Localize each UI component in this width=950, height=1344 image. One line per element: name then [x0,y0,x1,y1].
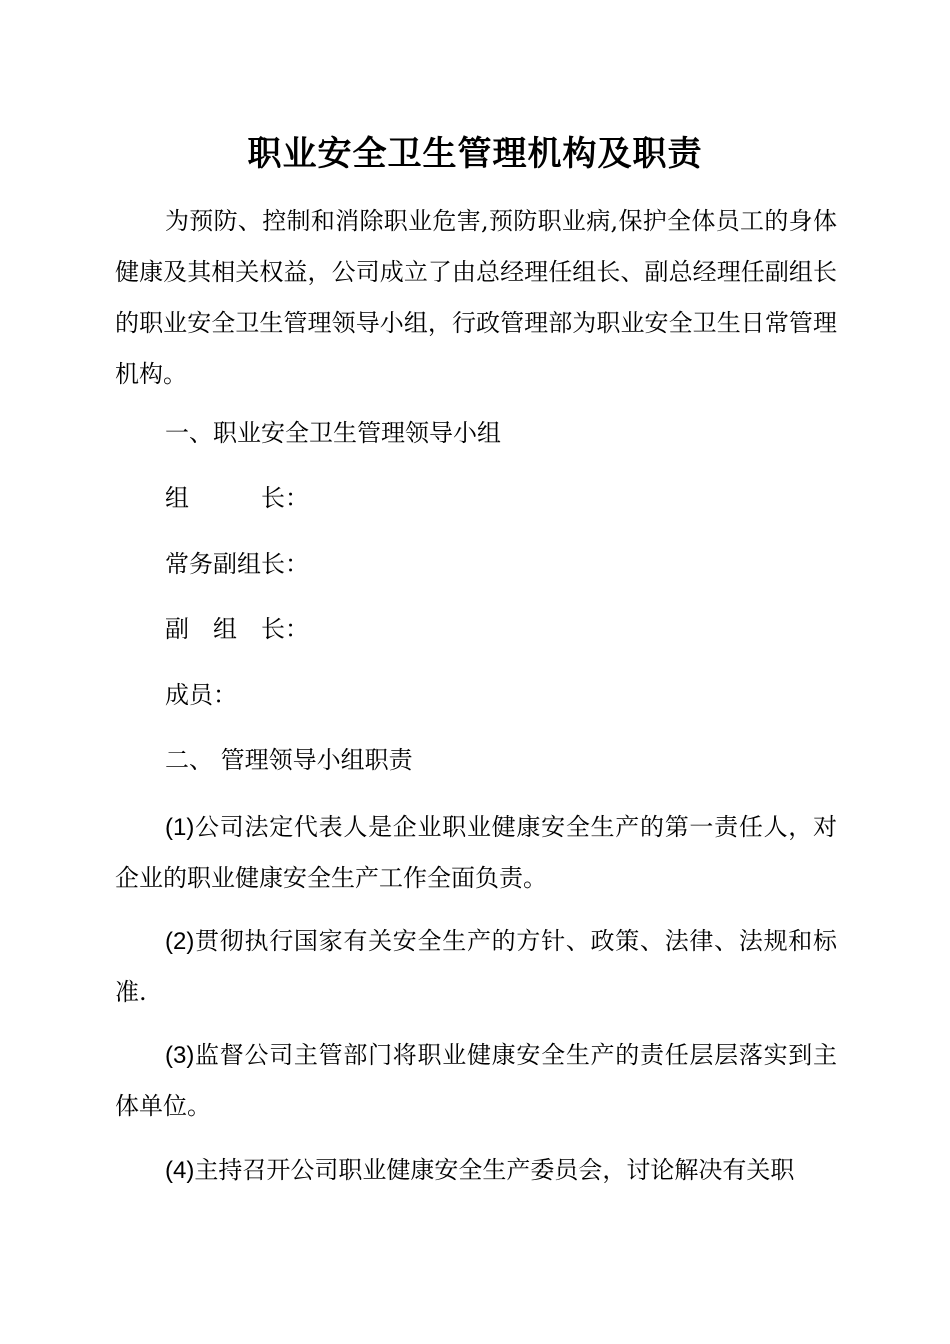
duty-item-text: 主持召开公司职业健康安全生产委员会，讨论解决有关职 [194,1156,795,1184]
duty-item-number: (1) [165,814,195,841]
intro-paragraph: 为预防、控制和消除职业危害,预防职业病,保护全体员工的身体健康及其相关权益，公司成立了由总经理任组长、副总经理任副组长的职业安全卫生管理领导小组，行政管理部为职业安全卫生日常管理机构。 [115,207,837,388]
deputy-label: 副 组 长： [165,615,309,643]
duty-item-1 [115,802,837,904]
duty-item-number: (4) [165,1157,195,1184]
duty-item-number: (3) [165,1042,195,1069]
document-title: 职业安全卫生管理机构及职责 [247,134,703,174]
exec-deputy-label: 常务副组长： [165,550,309,578]
members-label: 成员： [165,681,237,709]
duty-item-3 [115,1030,837,1132]
section1-heading: 一、职业安全卫生管理领导小组 [165,419,501,447]
duty-item-2 [115,916,837,1018]
duty-item-4 [115,1145,837,1196]
duty-item-text: 监督公司主管部门将职业健康安全生产的责任层层落实到主体单位。 [115,1041,837,1120]
leader-label: 组 长： [165,484,309,512]
duty-item-number: (2) [165,928,195,955]
duty-item-text: 贯彻执行国家有关安全生产的方针、政策、法律、法规和标准. [115,927,837,1006]
section2-heading: 二、 管理领导小组职责 [165,746,413,774]
duty-item-text: 公司法定代表人是企业职业健康安全生产的第一责任人，对企业的职业健康安全生产工作全面负责。 [115,813,837,892]
